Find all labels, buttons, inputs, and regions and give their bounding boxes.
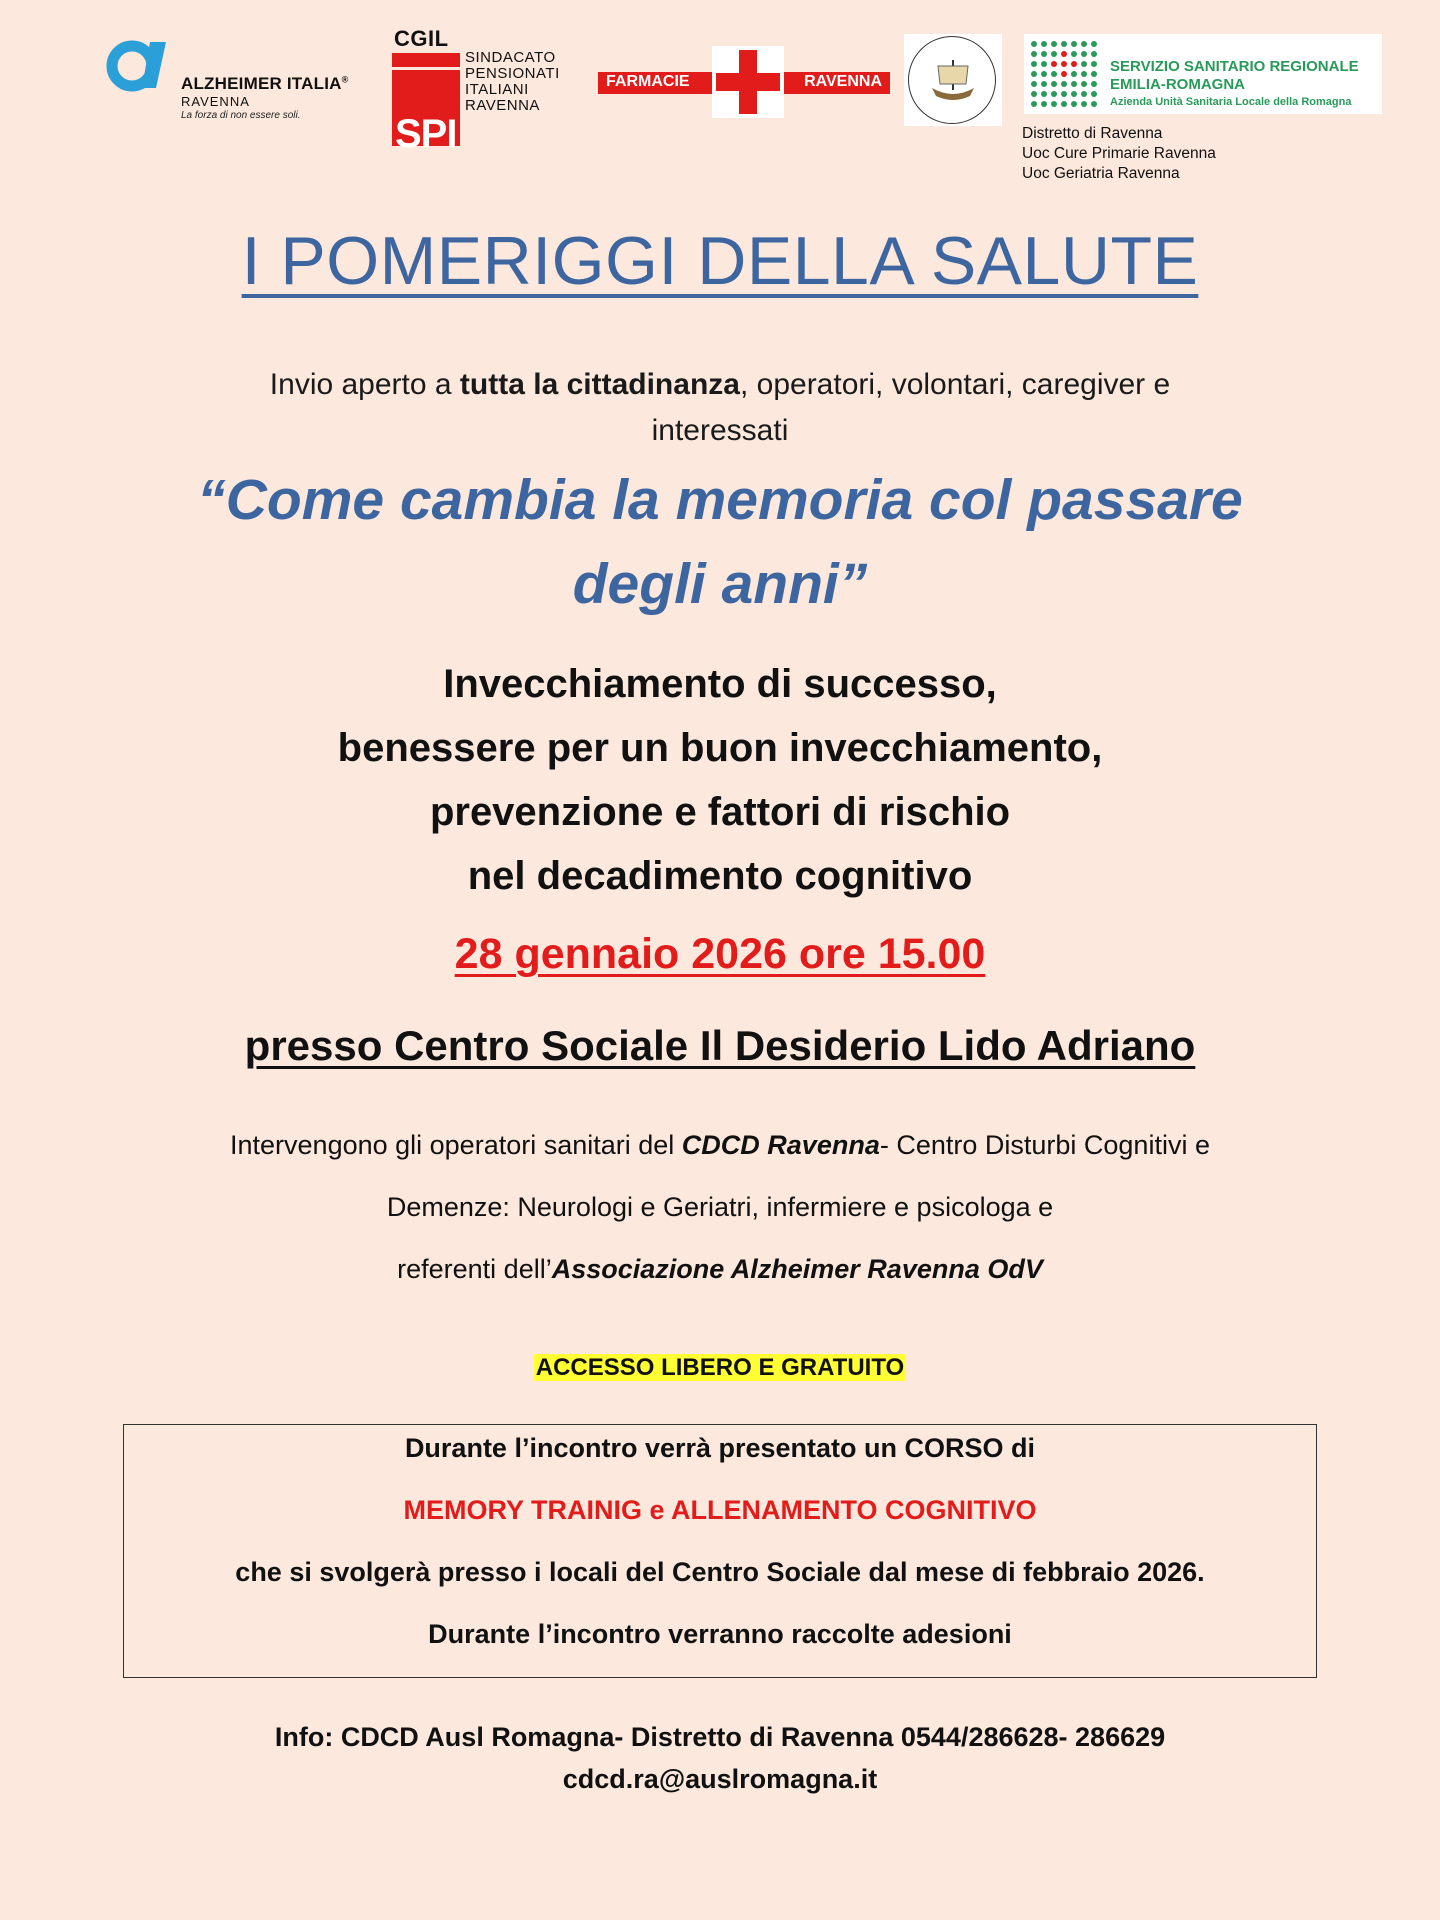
ssr-line3: Azienda Unità Sanitaria Locale della Romagna (1110, 96, 1352, 108)
access-badge: ACCESSO LIBERO E GRATUITO (535, 1354, 905, 1381)
course-announcement-box (123, 1424, 1317, 1678)
alzheimer-mark-icon (106, 36, 176, 92)
alzheimer-name: ALZHEIMER ITALIA® (181, 74, 349, 93)
topic-line: Invecchiamento di successo, (443, 662, 997, 706)
ausl-line: Uoc Cure Primarie Ravenna (1022, 145, 1216, 162)
cgil-lines: SINDACATO PENSIONATI ITALIANI RAVENNA (465, 49, 560, 114)
event-venue: presso Centro Sociale Il Desiderio Lido Adriano (244, 1022, 1196, 1069)
ssr-emilia-romagna-logo (1024, 34, 1382, 114)
alzheimer-italia-logo (106, 36, 376, 126)
intro-text: Invio aperto a tutta la cittadinanza, operatori, volontari, caregiver e interessati (269, 368, 1171, 447)
cgil-text: CGIL (394, 26, 449, 51)
speakers-text: Intervengono gli operatori sanitari del CDCD Ravenna- Centro Disturbi Cognitivi e Demenze: Neurologi e Geriatri, infermiere e psicologa e referenti dell’Associazione Alzheimer Ravenna OdV (230, 1130, 1210, 1284)
contact-email: cdcd.ra@auslromagna.it (562, 1764, 878, 1794)
ship-icon (926, 56, 980, 104)
farmacie-left-label: FARMACIE (606, 73, 690, 90)
course-line: Durante l’incontro verranno raccolte adesioni (428, 1619, 1012, 1649)
ausl-line: Distretto di Ravenna (1022, 125, 1163, 142)
contact-phone: Info: CDCD Ausl Romagna- Distretto di Ravenna 0544/286628- 286629 (274, 1722, 1166, 1752)
ssr-line1: SERVIZIO SANITARIO REGIONALE (1110, 58, 1359, 75)
farmacie-ravenna-logo (598, 46, 890, 118)
cgil-bar (392, 53, 460, 67)
centro-sociale-logo (904, 34, 1002, 126)
topic-line: prevenzione e fattori di rischio (429, 790, 1011, 834)
course-line: che si svolgerà presso i locali del Centro Sociale dal mese di febbraio 2026. (235, 1557, 1205, 1587)
alzheimer-city: RAVENNA (181, 94, 250, 109)
contact-info (0, 1716, 1440, 1800)
course-line: Durante l’incontro verrà presentato un CORSO di (404, 1433, 1036, 1463)
spi-box (392, 70, 460, 156)
topic-line: nel decadimento cognitivo (467, 854, 973, 898)
alzheimer-tagline: La forza di non essere soli. (181, 110, 301, 121)
ssr-dots-icon (1028, 38, 1106, 110)
event-quote-title: “Come cambia la memoria col passare degli anni” (197, 468, 1243, 616)
pharmacy-cross-icon (712, 46, 784, 118)
ausl-line: Uoc Geriatria Ravenna (1022, 165, 1180, 182)
course-name: MEMORY TRAINIG e ALLENAMENTO COGNITIVO (403, 1495, 1037, 1525)
ausl-departments (1022, 124, 1216, 184)
topic-line: benessere per un buon invecchiamento, (337, 726, 1103, 770)
ssr-line2: EMILIA-ROMAGNA (1110, 76, 1245, 93)
spi-text: SPI (395, 112, 457, 156)
topics-list (120, 652, 1320, 908)
event-date: 28 gennaio 2026 ore 15.00 (454, 930, 986, 978)
farmacie-right-label: RAVENNA (804, 73, 882, 90)
cgil-spi-logo (392, 26, 582, 156)
page-title: I POMERIGGI DELLA SALUTE (241, 223, 1199, 299)
